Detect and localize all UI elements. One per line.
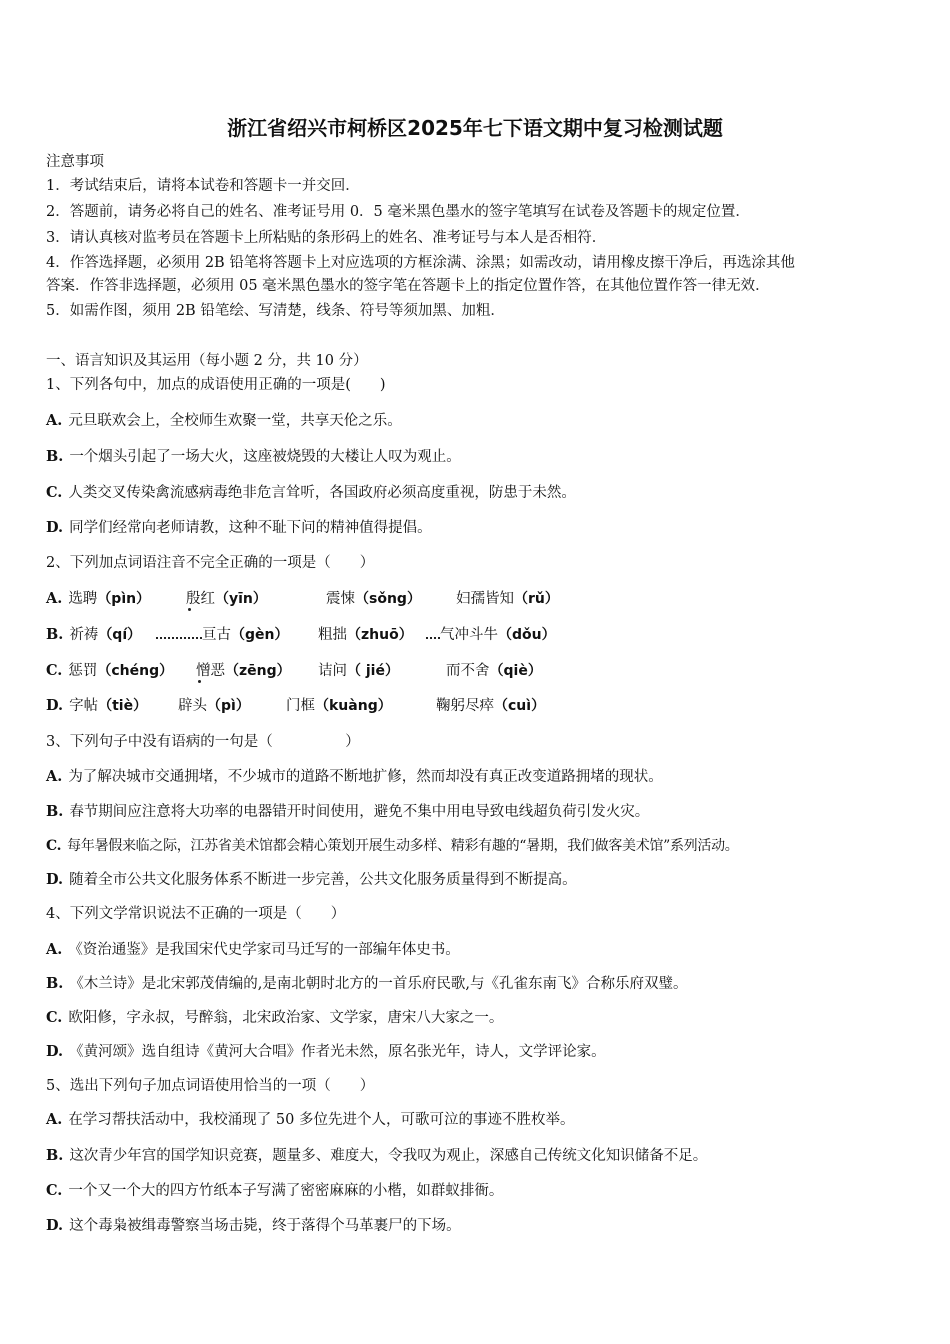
option-letter: A. [46, 941, 63, 958]
option-pinyin: （qiè） [489, 663, 542, 679]
option-text: 为了解决城市交通拥堵，不少城市的道路不断地扩修，然而却没有真正改变道路拥堵的现状。 [68, 769, 663, 785]
option-letter: D. [46, 697, 64, 714]
option-text: 《资治通鉴》是我国宋代史学家司马迁写的一部编年体史书。 [68, 942, 460, 958]
option-letter: C. [46, 662, 63, 679]
option-letter: B. [46, 975, 64, 992]
question-3-option-d [46, 870, 577, 890]
question-1-option-c [46, 483, 576, 503]
question-1-option-a [46, 411, 402, 431]
option-letter: C. [46, 1009, 63, 1026]
question-5-stem: 5、选出下列句子加点词语使用恰当的一项（ ） [46, 1078, 375, 1094]
question-1-stem: 1、下列各句中，加点的成语使用正确的一项是( ) [46, 377, 386, 393]
option-pinyin: （dǒu） [498, 627, 556, 643]
option-word: 祈祷 [69, 627, 99, 643]
dotted-marker [156, 637, 202, 639]
option-word: 妇孺皆知 [456, 591, 514, 607]
option-text: 随着全市公共文化服务体系不断进一步完善，公共文化服务质量得到不断提高。 [69, 872, 577, 888]
option-word: 震悚 [326, 591, 355, 607]
notice-item-4-cont: 答案．作答非选择题，必须用 05 毫米黑色墨水的签字笔在答题卡上的指定位置作答，在其他位置作答一律无效． [46, 278, 770, 294]
option-letter: B. [46, 626, 64, 643]
option-text: 这个毒枭被缉毒警察当场击毙，终于落得个马革裹尸的下场。 [69, 1218, 461, 1234]
option-pinyin: （cuì） [494, 698, 546, 714]
option-word: 而不舍 [446, 663, 490, 679]
question-5-option-c [46, 1181, 503, 1201]
question-1-option-b [46, 447, 461, 467]
option-word: 亘古 [202, 627, 231, 643]
option-letter: D. [46, 519, 64, 536]
option-letter: B. [46, 803, 64, 820]
option-pinyin: （sǒng） [355, 591, 421, 607]
question-2-stem: 2、下列加点词语注音不完全正确的一项是（ ） [46, 555, 375, 571]
question-5-option-a [46, 1110, 574, 1130]
option-text: 同学们经常向老师请教，这种不耻下问的精神值得提倡。 [69, 520, 432, 536]
section-heading: 一、语言知识及其运用（每小题 2 分，共 10 分） [46, 353, 368, 369]
option-word: 辟头 [178, 698, 207, 714]
option-word: 粗拙 [318, 627, 347, 643]
option-word: 选聘 [68, 591, 98, 607]
option-pinyin: （zhuō） [347, 627, 413, 643]
option-word: 惩罚 [68, 663, 98, 679]
question-1-option-d [46, 518, 432, 538]
option-pinyin: （pì） [207, 698, 250, 714]
option-pinyin: （qí） [98, 627, 142, 643]
option-letter: B. [46, 1147, 64, 1164]
option-pinyin: （pìn） [97, 591, 151, 607]
option-text: 这次青少年宫的国学知识竞赛，题量多、难度大，令我叹为观止，深感自己传统文化知识储备不足。 [69, 1148, 708, 1164]
notice-item-4: 4．作答选择题，必须用 2B 铅笔将答题卡上对应选项的方框涂满、涂黑；如需改动，请用橡皮擦干净后，再选涂其他 [46, 255, 795, 271]
option-pinyin: （zēng） [225, 663, 291, 679]
option-text: 《黄河颂》选自组诗《黄河大合唱》作者光未然，原名张光年，诗人，文学评论家。 [69, 1044, 606, 1060]
option-text: 一个又一个大的四方竹纸本子写满了密密麻麻的小楷，如群蚁排衙。 [68, 1183, 504, 1199]
notice-item-1: 1．考试结束后，请将本试卷和答题卡一并交回． [46, 178, 360, 194]
option-text: 每年暑假来临之际，江苏省美术馆都会精心策划开展生动多样、精彩有趣的“暑期，我们做客美术馆”系列活动。 [67, 838, 739, 854]
option-pinyin: （yīn） [215, 591, 267, 607]
option-letter: A. [46, 412, 63, 429]
notice-item-5: 5．如需作图，须用 2B 铅笔绘、写清楚，线条、符号等须加黑、加粗． [46, 303, 505, 319]
question-4-option-b [46, 974, 688, 994]
option-text: 人类交叉传染禽流感病毒绝非危言耸听，各国政府必须高度重视，防患于未然。 [68, 485, 576, 501]
question-4-stem: 4、下列文学常识说法不正确的一项是（ ） [46, 906, 346, 922]
option-pinyin: （gèn） [231, 627, 289, 643]
option-letter: C. [46, 484, 63, 501]
question-3-stem: 3、下列句子中没有语病的一句是（ ） [46, 734, 360, 750]
option-text: 一个烟头引起了一场大火，这座被烧毁的大楼让人叹为观止。 [69, 449, 461, 465]
option-word: 气冲斗牛 [440, 627, 498, 643]
question-4-option-c [46, 1008, 503, 1028]
option-pinyin: （kuàng） [315, 698, 392, 714]
document-title: 浙江省绍兴市柯桥区2025年七下语文期中复习检测试题 [227, 116, 723, 140]
question-5-option-b [46, 1146, 707, 1166]
option-word: 憎恶 [196, 663, 225, 679]
option-letter: D. [46, 871, 64, 888]
option-letter: A. [46, 590, 63, 607]
notice-item-2: 2．答题前，请务必将自己的姓名、准考证号用 0．5 毫米黑色墨水的签字笔填写在试卷及答题卡的规定位置． [46, 204, 750, 220]
option-text: 在学习帮扶活动中，我校涌现了 50 多位先进个人，可歌可泣的事迹不胜枚举。 [68, 1112, 575, 1128]
notice-item-3: 3．请认真核对监考员在答题卡上所粘贴的条形码上的姓名、准考证号与本人是否相符． [46, 230, 607, 246]
question-5-option-d [46, 1216, 461, 1236]
option-letter: A. [46, 768, 63, 785]
option-letter: D. [46, 1217, 64, 1234]
option-word: 诘问 [318, 663, 347, 679]
question-3-option-a [46, 767, 663, 787]
option-word: 殷红 [186, 591, 215, 607]
option-pinyin: （ jié） [347, 663, 399, 679]
option-text: 《木兰诗》是北宋郭茂倩编的,是南北朝时北方的一首乐府民歌,与《孔雀东南飞》合称乐府双璧。 [69, 976, 688, 992]
question-4-option-d [46, 1042, 606, 1062]
option-text: 春节期间应注意将大功率的电器错开时间使用，避免不集中用电导致电线超负荷引发火灾。 [69, 804, 650, 820]
option-word: 字帖 [69, 698, 99, 714]
option-letter: C. [46, 1182, 63, 1199]
option-pinyin: （chéng） [97, 663, 174, 679]
notice-heading: 注意事项 [46, 154, 104, 170]
option-letter: C. [46, 838, 62, 854]
option-pinyin: （tiè） [98, 698, 148, 714]
dotted-marker [426, 637, 440, 639]
option-word: 门框 [286, 698, 315, 714]
option-letter: D. [46, 1043, 64, 1060]
option-letter: A. [46, 1111, 63, 1128]
question-3-option-b [46, 802, 649, 822]
option-pinyin: （rǔ） [514, 591, 559, 607]
question-3-option-c [46, 836, 738, 856]
option-letter: B. [46, 448, 64, 465]
question-4-option-a [46, 940, 460, 960]
option-text: 元旦联欢会上，全校师生欢聚一堂，共享天伦之乐。 [68, 413, 402, 429]
option-word: 鞠躬尽瘁 [436, 698, 494, 714]
option-text: 欧阳修，字永叔，号醉翁，北宋政治家、文学家，唐宋八大家之一。 [68, 1010, 504, 1026]
